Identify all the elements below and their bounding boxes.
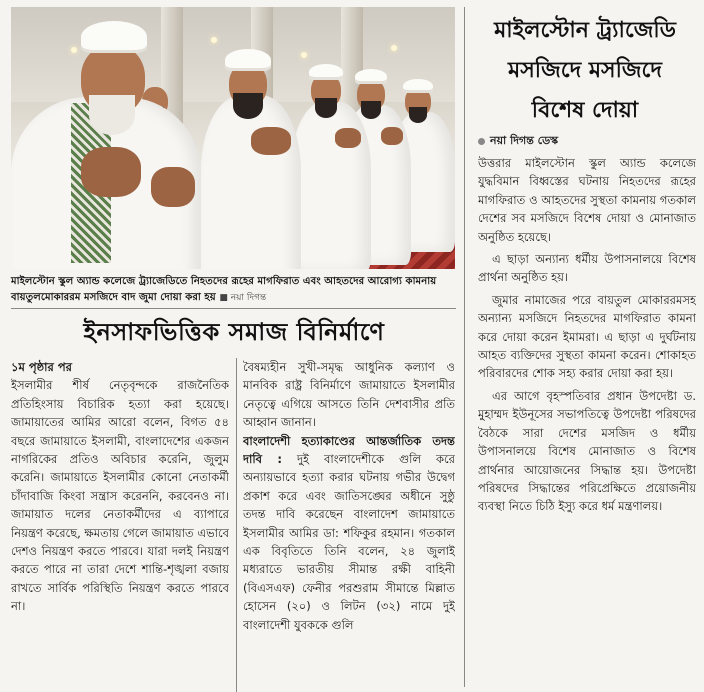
ceiling-light: [211, 37, 217, 43]
left-story-column-1: [11, 358, 229, 692]
headline-line-1: মাইলস্টোন ট্র্যাজেডি: [494, 17, 676, 43]
left-story-column-2: [243, 358, 455, 692]
desk-label: নয়া দিগন্ত ডেস্ক: [490, 134, 559, 147]
right-story-para-4: এর আগে বৃহস্পতিবার প্রধান উপদেষ্টা ড. মুহাম্মদ ইউনূসের সভাপতিত্বে উপদেষ্টা পরিষদের বৈঠকে সারা দেশের মসজিদ ও ধর্মীয় উপাসনালয়ে বিশেষ মোনাজাত ও বিশেষ প্রার্থনার আয়োজনের সিদ্ধান্ত হয়। উপদেষ্টা পরিষদের সিদ্ধান্তের পরিপ্রেক্ষিতে প্রয়োজনীয় ব্যবস্থা নিতে চিঠি ইস্যু করে ধর্ম মন্ত্রণালয়।: [478, 388, 696, 514]
subhead: বাংলাদেশী হত্যাকাণ্ডের আন্তর্জাতিক তদন্ত দাবি :: [243, 433, 455, 467]
ceiling-light: [71, 47, 77, 53]
left-story-col2-text2: দুই বাংলাদেশীকে গুলি করে অন্যায়ভাবে হত্যা করার ঘটনায় গভীর উদ্বেগ প্রকাশ করে এবং জাতিসঙ্ঘের অধীনে সুষ্ঠু তদন্ত দাবি করেছেন বাংলাদেশ জামায়াতে ইসলামীর আমির ডা: শফিকুর রহমান। গতকাল এক বিবৃতিতে তিনি বলেন, ২৪ জুলাই মধ্যরাতে ভারতীয় সীমান্ত রক্ষী বাহিনী (বিএসএফ) ফেনীর পরশুরাম সীমান্তে মিল্লাত হোসেন (২০) ও লিটন (৩২) নামে দুই বাংলাদেশী যুবককে গুলি: [243, 452, 455, 632]
photo-credit: ■ নয়া দিগন্ত: [219, 293, 267, 303]
ceiling-light: [301, 52, 307, 58]
headline-line-3: বিশেষ দোয়া: [531, 97, 639, 123]
left-story-headline: ইনসাফভিত্তিক সমাজ বিনির্মাণে: [83, 317, 385, 346]
left-story-col2-text: বৈষম্যহীন সুখী-সমৃদ্ধ আধুনিক কল্যাণ ও মানবিক রাষ্ট্র বিনির্মাণে জামায়াতে ইসলামীর নেতৃত্বে এগিয়ে আসতে তিনি দেশবাসীর প্রতি আহ্বান জানান।: [243, 360, 455, 430]
caption-text: মাইলস্টোন স্কুল অ্যান্ড কলেজে ট্র্যাজেডিতে নিহতদের রূহের মাগফিরাত এবং আহতদের আরোগ্য কামনায় বায়তুলমোকাররম মসজিদে বাদ জুমা দোয়া করা হয়: [11, 276, 437, 303]
news-photo: [11, 7, 455, 269]
right-story-para-3: জুমার নামাজের পরে বায়তুল মোকাররমসহ অন্যান্য মসজিদে নিহতদের মাগফিরাত কামনা করে দোয়া করেন ইমামরা। এ ছাড়া এ দুর্ঘটনায় আহত ব্যক্তিদের সুস্থতা কামনা করেন। শোকাহত পরিবারদের শোক সহ্য করার দোয়া করা হয়।: [478, 292, 696, 381]
photo-caption: [11, 274, 456, 306]
byline: [478, 132, 558, 151]
left-story-col1-text: ইসলামীর শীর্ষ নেতৃবৃন্দকে রাজনৈতিক প্রতিহিংসায় বিচারিক হত্যা করা হয়েছে। জামায়াতের আমির আরো বলেন, বিগত ৫৪ বছরে জামায়াতে ইসলামী, বাংলাদেশের একজন নাগরিকের প্রতিও অবিচার করেনি, জুলুম করেনি। জামায়াতে ইসলামীর কোনো নেতাকর্মী চাঁদাবাজি কিংবা সন্ত্রাস করেননি, করবেনও না। জামায়াত দলের নেতাকর্মীদের এ ব্যাপারে নিয়ন্ত্রণ করেছে, ক্ষমতায় গেলে জামায়াত এভাবে দেশও নিয়ন্ত্রণ করতে পারবে। যারা দলই নিয়ন্ত্রণ করতে পারে না তারা দেশে শান্তি-শৃঙ্খলা বজায় রাখতে সার্বিক পরিস্থিতি নিয়ন্ত্রণ করতে পারবে না।: [11, 378, 229, 614]
continued-label: ১ম পৃষ্ঠার পর: [11, 360, 72, 374]
ceiling-light: [391, 45, 397, 51]
right-story-body: [478, 154, 696, 684]
story-divider: [464, 7, 465, 687]
right-story-para-2: এ ছাড়া অন্যান্য ধর্মীয় উপাসনালয়ে বিশেষ প্রার্থনা অনুষ্ঠিত হয়।: [478, 252, 696, 285]
column-divider: [236, 358, 237, 692]
divider: [11, 308, 456, 309]
bullet-icon: [478, 138, 485, 145]
right-story-headline: [472, 10, 698, 130]
right-story-para-1: উত্তরার মাইলস্টোন স্কুল অ্যান্ড কলেজে যুদ্ধবিমান বিধ্বস্তের ঘটনায় নিহতদের রূহের মাগফিরাত ও আহতদের সুস্থতা কামনায় গতকাল দেশের সব মসজিদে বিশেষ দোয়া ও মোনাজাত অনুষ্ঠিত হয়েছে।: [478, 156, 696, 244]
headline-line-2: মসজিদে মসজিদে: [508, 57, 662, 83]
